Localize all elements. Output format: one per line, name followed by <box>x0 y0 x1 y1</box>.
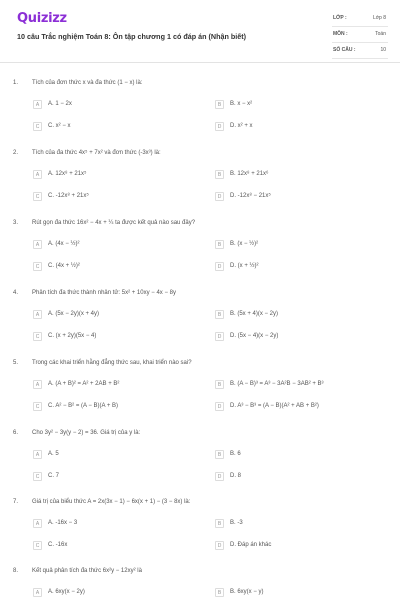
info-label: LỚP : <box>333 15 347 21</box>
option-text: D. 8 <box>230 473 242 479</box>
option-letter-box: C <box>33 192 42 201</box>
option-text: A. 5 <box>48 451 59 457</box>
option-text: C. 7 <box>48 473 60 479</box>
option-text: D. A³ − B³ = (A − B)(A² + AB + B²) <box>230 403 319 409</box>
question-text: Rút gọn đa thức 16x² − 4x + ¼ ta được kết quả nào sau đây? <box>32 220 196 226</box>
option-letter-box: A <box>33 170 42 179</box>
option-text: A. (A + B)² = A² + 2AB + B² <box>48 381 120 387</box>
option-letter-box: C <box>33 541 42 550</box>
info-row-subject <box>332 27 388 43</box>
worksheet-info-table <box>332 11 388 59</box>
info-value: 10 <box>380 47 386 53</box>
option-letter-box: A <box>33 519 42 528</box>
option-text: A. 12x⁸ + 21x⁵ <box>48 171 87 177</box>
option-letter-box: D <box>215 122 224 131</box>
option-letter-box: D <box>215 262 224 271</box>
option-text: A. (5x − 2y)(x + 4y) <box>48 311 100 317</box>
question-text: Tích của đơn thức x và đa thức (1 − x) là: <box>32 80 143 86</box>
option-letter-box: B <box>215 588 224 597</box>
question-number: 1. <box>13 80 19 86</box>
question-text: Giá trị của biểu thức A = 2x(3x − 1) − 6x(x + 1) − (3 − 8x) là: <box>32 499 191 505</box>
option-letter-box: D <box>215 192 224 201</box>
option-letter-box: A <box>33 588 42 597</box>
info-value: Toán <box>375 31 386 37</box>
option-text: B. (x − ½)² <box>230 241 259 247</box>
worksheet-title: 10 câu Trắc nghiệm Toán 8: Ôn tập chương 1 có đáp án (Nhận biết) <box>17 32 247 41</box>
option-text: B. -3 <box>230 520 243 526</box>
option-letter-box: C <box>33 402 42 411</box>
option-letter-box: D <box>215 402 224 411</box>
question-number: 4. <box>13 290 19 296</box>
option-text: D. (5x − 4)(x − 2y) <box>230 333 279 339</box>
option-letter-box: C <box>33 122 42 131</box>
question-number: 5. <box>13 360 19 366</box>
option-text: A. (4x − ½)² <box>48 241 80 247</box>
option-text: A. -16x − 3 <box>48 520 78 526</box>
question-number: 3. <box>13 220 19 226</box>
question-text: Trong các khai triển hằng đẳng thức sau, khai triển nào sai? <box>32 360 192 366</box>
question-text: Tích của đa thức 4x⁵ + 7x² và đơn thức (-3x³) là: <box>32 150 161 156</box>
option-letter-box: B <box>215 170 224 179</box>
option-text: B. 6 <box>230 451 241 457</box>
option-letter-box: D <box>215 332 224 341</box>
option-letter-box: B <box>215 310 224 319</box>
option-text: C. (x + 2y)(5x − 4) <box>48 333 97 339</box>
option-text: A. 1 − 2x <box>48 101 72 107</box>
option-text: C. A² − B² = (A − B)(A + B) <box>48 403 119 409</box>
option-letter-box: A <box>33 380 42 389</box>
option-text: B. (A − B)³ = A³ − 3A²B − 3AB² + B³ <box>230 381 324 387</box>
info-row-count <box>332 43 388 59</box>
question-text: Cho 3y² − 3y(y − 2) = 36. Giá trị của y là: <box>32 430 141 436</box>
info-label: MÔN : <box>333 31 348 37</box>
question-text: Phân tích đa thức thành nhân tử: 5x² + 10xy − 4x − 8y <box>32 290 176 296</box>
quizizz-logo: Quizizz <box>17 11 67 26</box>
option-text: B. x − x² <box>230 101 253 107</box>
option-letter-box: A <box>33 450 42 459</box>
option-letter-box: B <box>215 240 224 249</box>
option-text: A. 6xy(x − 2y) <box>48 589 85 595</box>
option-letter-box: A <box>33 310 42 319</box>
option-text: C. x² − x <box>48 123 71 129</box>
option-text: D. -12x⁸ − 21x⁵ <box>230 193 271 199</box>
option-text: C. (4x + ½)² <box>48 263 80 269</box>
option-letter-box: C <box>33 332 42 341</box>
option-text: B. (5x + 4)(x − 2y) <box>230 311 279 317</box>
option-text: D. Đáp án khác <box>230 542 272 548</box>
option-letter-box: D <box>215 541 224 550</box>
option-letter-box: D <box>215 472 224 481</box>
option-text: D. (x + ½)² <box>230 263 259 269</box>
question-text: Kết quả phân tích đa thức 6x²y − 12xy² là <box>32 568 142 574</box>
option-letter-box: A <box>33 100 42 109</box>
option-letter-box: C <box>33 472 42 481</box>
option-letter-box: A <box>33 240 42 249</box>
option-letter-box: B <box>215 519 224 528</box>
option-letter-box: B <box>215 100 224 109</box>
option-letter-box: B <box>215 450 224 459</box>
question-number: 8. <box>13 568 19 574</box>
option-letter-box: C <box>33 262 42 271</box>
header-divider <box>0 62 400 63</box>
question-number: 2. <box>13 150 19 156</box>
option-text: C. -12x⁸ + 21x⁵ <box>48 193 89 199</box>
info-row-class <box>332 11 388 27</box>
info-label: SỐ CÂU : <box>333 47 356 53</box>
question-number: 7. <box>13 499 19 505</box>
question-number: 6. <box>13 430 19 436</box>
option-text: B. 6xy(x − y) <box>230 589 264 595</box>
option-letter-box: B <box>215 380 224 389</box>
option-text: D. x² + x <box>230 123 253 129</box>
option-text: C. -16x <box>48 542 68 548</box>
option-text: B. 12x⁸ + 21x⁶ <box>230 171 269 177</box>
info-value: Lớp 8 <box>372 15 386 21</box>
